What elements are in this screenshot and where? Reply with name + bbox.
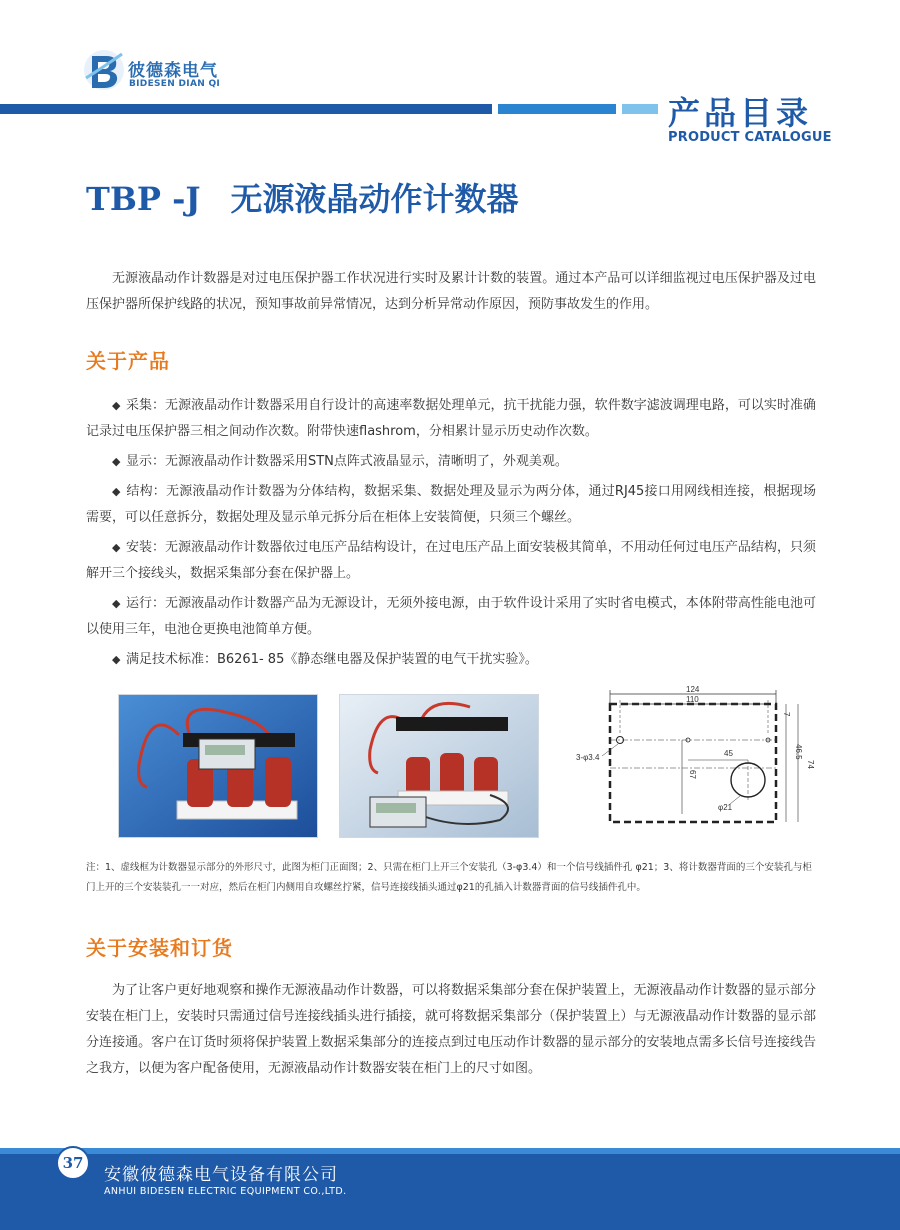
dim-124-label: 124: [686, 685, 700, 694]
feature-item: ◆ 显示：无源液晶动作计数器采用STN点阵式液晶显示，清晰明了，外观美观。: [112, 454, 568, 469]
page-number: 37: [56, 1146, 90, 1180]
product-model: TBP -J: [86, 180, 201, 218]
section-heading-install: 关于安装和订货: [86, 936, 233, 960]
product-photo-split: [339, 694, 539, 838]
product-name: 无源液晶动作计数器: [230, 180, 519, 218]
feature-item: ◆ 满足技术标准：B6261- 85《静态继电器及保护装置的电气干扰实验》。: [112, 652, 538, 667]
dim-110-label: 110: [686, 695, 699, 704]
feature-item: ◆ 安装：无源液晶动作计数器依过电压产品结构设计，在过电压产品上面安装极其简单，不用动任何过电压产品结构，只须解开三个接线头，数据采集部分套在保护器上。: [86, 540, 816, 581]
install-paragraph: 为了让客户更好地观察和操作无源液晶动作计数器，可以将数据采集部分套在保护装置上，无源液晶动作计数器的显示部分安装在柜门上，安装时只需通过信号连接线插头进行插接，就可将数据采集部分（保护装置上）与无源液晶动作计数器的显示部分连接通。客户在订货时须将保护装置上数据采集部分的连接点到过电压动作计数器的显示部分的安装地点需多长信号连接线告之我方，以便为客户配备使用，无源液晶动作计数器安装在柜门上的尺寸如图。: [86, 983, 816, 1076]
catalogue-title-en: PRODUCT CATALOGUE: [668, 130, 832, 145]
diamond-bullet-icon: ◆: [112, 653, 124, 666]
diamond-bullet-icon: ◆: [112, 541, 124, 554]
header-band-dark: [0, 104, 492, 114]
feature-item: ◆ 采集：无源液晶动作计数器采用自行设计的高速率数据处理单元，抗干扰能力强，软件数字滤波调理电路，可以实时准确记录过电压保护器三相之间动作次数。附带快速flashrom，分相累计显示历史动作次数。: [86, 398, 816, 439]
logo-mark-icon: [82, 48, 126, 92]
diagram-note: 注：1、虚线框为计数器显示部分的外形尺寸，此图为柜门正面图；2、只需在柜门上开三个安装孔（3-φ3.4）和一个信号线插件孔 φ21；3、将计数器背面的三个安装孔与柜门上开的三个安装装孔一一对应，然后在柜门内侧用自攻螺丝拧紧，信号连接线插头通过φ21的孔插入计数器背面的信号线插件孔中。: [86, 862, 812, 893]
diamond-bullet-icon: ◆: [112, 455, 124, 468]
dim-46-5-label: 46.5: [794, 744, 803, 760]
brand-name-cn: 彼德森电气: [128, 61, 218, 81]
company-logo: [82, 48, 232, 98]
diamond-bullet-icon: ◆: [112, 399, 124, 412]
dim-74-label: 74: [806, 760, 815, 769]
page-title: [86, 174, 519, 220]
dim-7-label: 7: [782, 712, 791, 717]
feature-item: ◆ 运行：无源液晶动作计数器产品为无源设计，无须外接电源，由于软件设计采用了实时省电模式，本体附带高性能电池可以使用三年，电池仓更换电池简单方便。: [86, 596, 816, 637]
diamond-bullet-icon: ◆: [112, 485, 125, 498]
product-photo-assembled: [118, 694, 318, 838]
header-band-light: [622, 104, 658, 114]
company-name-cn: 安徽彼德森电气设备有限公司: [104, 1165, 338, 1185]
hole-label: 3-φ3.4: [576, 753, 600, 762]
dim-45-label: 45: [724, 749, 733, 758]
brand-name-en: BIDESEN DIAN QI: [129, 79, 221, 89]
company-name-en: ANHUI BIDESEN ELECTRIC EQUIPMENT CO.,LTD.: [104, 1186, 347, 1197]
catalogue-title-cn: 产品目录: [668, 94, 813, 132]
mounting-dimension-diagram: [572, 684, 818, 834]
feature-list: [86, 393, 816, 677]
intro-paragraph: 无源液晶动作计数器是对过电压保护器工作状况进行实时及累计计数的装置。通过本产品可以详细监视过电压保护器及过电压保护器所保护线路的状况，预知事故前异常情况，达到分析异常动作原因，预防事故发生的作用。: [86, 271, 816, 312]
dim-67-label: 67: [688, 770, 697, 779]
feature-item: ◆ 结构：无源液晶动作计数器为分体结构，数据采集、数据处理及显示为两分体，通过RJ45接口用网线相连接，根据现场需要，可以任意拆分，数据处理及显示单元拆分后在柜体上安装简便，只须三个螺丝。: [86, 484, 816, 525]
section-heading-about: 关于产品: [86, 349, 170, 373]
big-hole-label: φ21: [718, 803, 733, 812]
diamond-bullet-icon: ◆: [112, 597, 124, 610]
header-band-mid: [498, 104, 616, 114]
